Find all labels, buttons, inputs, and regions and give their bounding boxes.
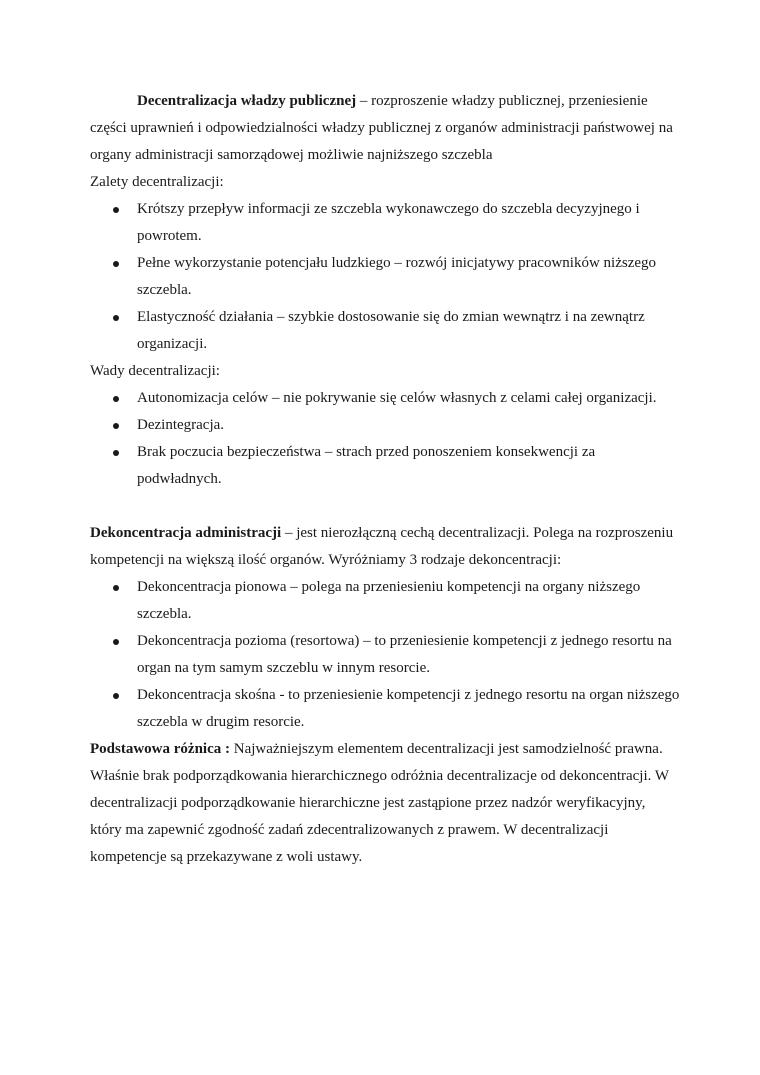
- deconcentration-paragraph: [90, 520, 680, 574]
- list-item: Dekoncentracja pionowa – polega na przeniesieniu kompetencji na organy niższego szczebla.: [90, 574, 680, 628]
- list-item: Dekoncentracja skośna - to przeniesienie kompetencji z jednego resortu na organ niższego szczebla w drugim resorcie.: [90, 682, 680, 736]
- deconcentration-term: Dekoncentracja administracji: [90, 525, 282, 541]
- bullet-icon: [113, 423, 119, 429]
- list-item: Dekoncentracja pozioma (resortowa) – to przeniesienie kompetencji z jednego resortu na organ na tym samym szczeblu w innym resorcie.: [90, 628, 680, 682]
- paragraph-spacer: [90, 493, 680, 520]
- bullet-icon: [113, 693, 119, 699]
- list-item: Dezintegracja.: [90, 412, 680, 439]
- disadvantages-heading: Wady decentralizacji:: [90, 363, 220, 379]
- disadvantages-list: [90, 385, 680, 493]
- bullet-icon: [113, 207, 119, 213]
- bullet-icon: [113, 261, 119, 267]
- decentralization-paragraph: [90, 88, 680, 169]
- advantages-list: [90, 196, 680, 358]
- decentralization-term: Decentralizacja władzy publicznej: [137, 93, 357, 109]
- document-page: [90, 88, 680, 871]
- list-item: Autonomizacja celów – nie pokrywanie się celów własnych z celami całej organizacji.: [90, 385, 680, 412]
- difference-term: Podstawowa różnica :: [90, 741, 230, 757]
- list-item: Krótszy przepływ informacji ze szczebla wykonawczego do szczebla decyzyjnego i powrotem.: [90, 196, 680, 250]
- deconcentration-list: [90, 574, 680, 736]
- decentralization-definition: – rozproszenie władzy publicznej, przeniesienie części uprawnień i odpowiedzialności władzy publicznej z organów administracji państwowej na organy administracji samorządowej możliwie najniższego szczebla: [90, 93, 673, 163]
- deconcentration-definition: – jest nierozłączną cechą decentralizacji. Polega na rozproszeniu kompetencji na większą ilość organów. Wyróżniamy 3 rodzaje dekoncentracji:: [90, 525, 674, 568]
- bullet-icon: [113, 639, 119, 645]
- bullet-icon: [113, 585, 119, 591]
- advantages-heading: Zalety decentralizacji:: [90, 174, 224, 190]
- bullet-icon: [113, 450, 119, 456]
- difference-text: Najważniejszym elementem decentralizacji jest samodzielność prawna. Właśnie brak podporządkowania hierarchicznego odróżnia decentralizacje od dekoncentracji. W decentralizacji podporządkowanie hierarchiczne jest zastąpione przez nadzór weryfikacyjny, który ma zapewnić zgodność zadań zdecentralizowanych z prawem. W decentralizacji kompetencje są przekazywane z woli ustawy.: [90, 741, 669, 865]
- list-item: Brak poczucia bezpieczeństwa – strach przed ponoszeniem konsekwencji za podwładnych.: [90, 439, 680, 493]
- list-item: Pełne wykorzystanie potencjału ludzkiego – rozwój inicjatywy pracowników niższego szczebla.: [90, 250, 680, 304]
- list-item: Elastyczność działania – szybkie dostosowanie się do zmian wewnątrz i na zewnątrz organizacji.: [90, 304, 680, 358]
- bullet-icon: [113, 396, 119, 402]
- bullet-icon: [113, 315, 119, 321]
- difference-paragraph: [90, 736, 680, 871]
